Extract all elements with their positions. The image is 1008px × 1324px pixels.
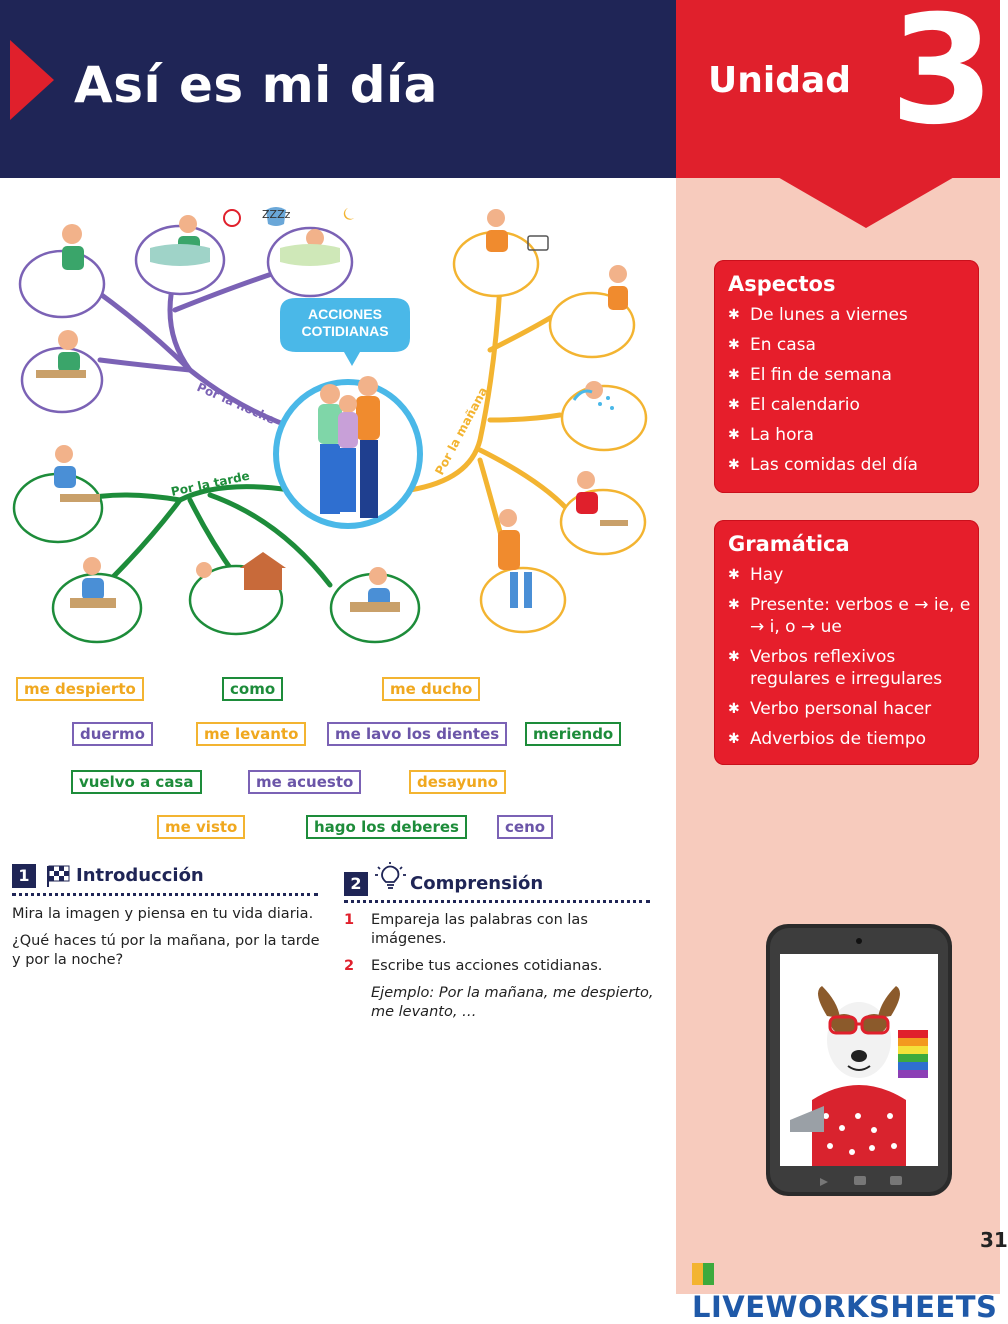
activity-1-divider bbox=[12, 893, 318, 896]
activity-1-title: Introducción bbox=[76, 865, 204, 886]
asterisk-icon: ✱ bbox=[728, 649, 740, 665]
gramatica-list bbox=[714, 564, 979, 750]
asterisk-icon: ✱ bbox=[728, 731, 740, 747]
activity-2-example: Ejemplo: Por la mañana, me despierto, me levanto, … bbox=[371, 985, 654, 1020]
activity-2-title: Comprensión bbox=[410, 873, 544, 894]
list-item: ✱ El fin de semana bbox=[728, 365, 892, 385]
unit-label: Unidad bbox=[708, 60, 852, 101]
word-chip-me-despierto[interactable]: me despierto bbox=[16, 677, 144, 701]
list-item: ✱ En casa bbox=[728, 335, 816, 355]
manana-label: Por la mañana bbox=[432, 384, 491, 478]
word-chip-me-lavo-los-dientes[interactable]: me lavo los dientes bbox=[327, 722, 507, 746]
asterisk-icon: ✱ bbox=[728, 367, 740, 383]
word-chip-me-acuesto[interactable]: me acuesto bbox=[248, 770, 361, 794]
gramatica-box bbox=[714, 520, 979, 765]
word-chip-me-levanto[interactable]: me levanto bbox=[196, 722, 306, 746]
asterisk-icon: ✱ bbox=[728, 397, 740, 413]
word-chip-duermo[interactable]: duermo bbox=[72, 722, 153, 746]
aspectos-title: Aspectos bbox=[728, 272, 836, 296]
page-title: Así es mi día bbox=[74, 56, 438, 114]
mindmap-diagram bbox=[0, 190, 676, 660]
unit-notch bbox=[776, 176, 956, 228]
liveworksheets-logo: LIVEWORKSHEETS bbox=[692, 1256, 1000, 1324]
phone-dog-illustration bbox=[760, 920, 960, 1200]
list-item: ✱ Verbos reflexivos regulares e irregulares bbox=[728, 647, 943, 689]
live-logo-icon bbox=[692, 1263, 714, 1285]
activity-2-item-1-number: 1 bbox=[344, 912, 355, 928]
header-arrow-icon bbox=[10, 40, 54, 120]
word-chip-me-ducho[interactable]: me ducho bbox=[382, 677, 480, 701]
gramatica-title: Gramática bbox=[728, 532, 850, 556]
zzz-label: ZZZz bbox=[262, 208, 291, 221]
tarde-label: Por la tarde bbox=[169, 468, 251, 499]
activity-1-text-1: Mira la imagen y piensa en tu vida diaria. bbox=[12, 906, 314, 922]
checkered-flag-icon bbox=[46, 864, 72, 888]
asterisk-icon: ✱ bbox=[728, 427, 740, 443]
asterisk-icon: ✱ bbox=[728, 567, 740, 583]
family-figures bbox=[318, 376, 380, 518]
activity-2-item-1-text: Empareja las palabras con las imágenes. bbox=[371, 912, 588, 947]
word-chip-hago-los-deberes[interactable]: hago los deberes bbox=[306, 815, 467, 839]
center-label: ACCIONES COTIDIANAS bbox=[301, 306, 389, 339]
asterisk-icon: ✱ bbox=[728, 701, 740, 717]
morning-branches bbox=[410, 285, 568, 570]
word-chip-vuelvo-a-casa[interactable]: vuelvo a casa bbox=[71, 770, 202, 794]
word-chip-meriendo[interactable]: meriendo bbox=[525, 722, 621, 746]
aspectos-box bbox=[714, 260, 979, 493]
list-item: ✱ Verbo personal hacer bbox=[728, 699, 932, 719]
activity-2-item-2-number: 2 bbox=[344, 958, 355, 974]
list-item: ✱ Adverbios de tiempo bbox=[728, 729, 927, 749]
list-item: ✱ El calendario bbox=[728, 395, 860, 415]
noche-label: Por la noche bbox=[194, 379, 278, 427]
word-chip-como[interactable]: como bbox=[222, 677, 283, 701]
asterisk-icon: ✱ bbox=[728, 597, 740, 613]
activity-2-divider bbox=[344, 900, 650, 903]
activity-1-badge: 1 bbox=[12, 864, 36, 888]
asterisk-icon: ✱ bbox=[728, 337, 740, 353]
word-chip-ceno[interactable]: ceno bbox=[497, 815, 553, 839]
activity-2-item-2-text: Escribe tus acciones cotidianas. bbox=[371, 958, 603, 974]
aspectos-list bbox=[714, 304, 979, 476]
list-item: ✱ Hay bbox=[728, 565, 784, 585]
lightbulb-icon bbox=[374, 862, 408, 894]
word-chip-me-visto[interactable]: me visto bbox=[157, 815, 245, 839]
asterisk-icon: ✱ bbox=[728, 307, 740, 323]
page-number: 31 bbox=[980, 1228, 1008, 1252]
activity-1-text-2: ¿Qué haces tú por la mañana, por la tarde y por la noche? bbox=[12, 933, 320, 968]
unit-number: 3 bbox=[890, 0, 995, 158]
word-chip-desayuno[interactable]: desayuno bbox=[409, 770, 506, 794]
list-item: ✱ La hora bbox=[728, 425, 814, 445]
asterisk-icon: ✱ bbox=[728, 457, 740, 473]
list-item: ✱ Las comidas del día bbox=[728, 455, 918, 475]
activity-2-badge: 2 bbox=[344, 872, 368, 896]
list-item: ✱ Presente: verbos e → ie, e → i, o → ue bbox=[728, 595, 971, 637]
list-item: ✱ De lunes a viernes bbox=[728, 305, 908, 325]
